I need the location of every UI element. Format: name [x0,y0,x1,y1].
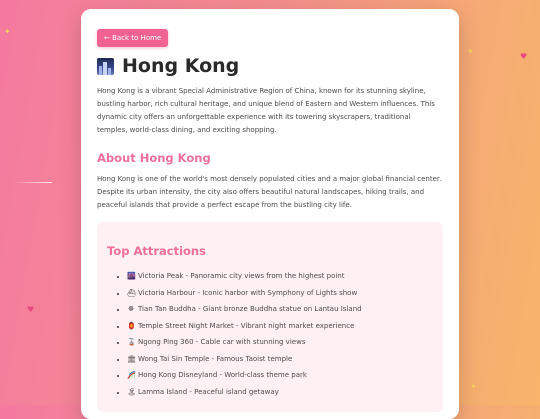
cityscape-icon: 🌆 [127,272,136,280]
about-heading: About Hong Kong [97,151,211,165]
attraction-text: Hong Kong Disneyland - World-class theme park [138,371,307,379]
list-item [127,351,433,368]
attraction-text: Victoria Peak - Panoramic city views from the highest point [138,272,345,280]
ferry-icon: ⛴ [127,288,136,297]
lantern-icon: 🏮 [127,321,136,330]
star-icon: ✦ [467,47,474,56]
list-item [127,285,433,302]
page-title: Hong Kong [122,55,240,77]
attraction-text: Temple Street Night Market - Vibrant night market experience [138,321,355,330]
star-icon: ✦ [4,27,11,36]
intro-text: Hong Kong is a vibrant Special Administrative Region of China, known for its stunning skyline, bustling harbor, rich cultural heritage, and unique blend of Eastern and Western influences. This dynamic city offers an unforgettable experience with its towering skyscrapers, traditional temples, world-class dining, and exciting shopping. [97,87,435,134]
attraction-text: Lamma Island - Peaceful island getaway [138,387,279,396]
attractions-heading: Top Attractions [107,244,206,258]
attraction-text: Wong Tai Sin Temple - Famous Taoist temple [138,354,293,363]
list-item [127,367,433,384]
roller-coaster-icon: 🎢 [127,371,136,379]
attractions-list [107,268,433,400]
island-icon: 🏝 [127,387,136,396]
light-streak [12,182,52,183]
attraction-text: Victoria Harbour - Iconic harbor with Symphony of Lights show [138,288,358,297]
attractions-section [97,222,443,412]
attraction-text: Tian Tan Buddha - Giant bronze Buddha statue on Lantau Island [138,305,362,313]
list-item [127,318,433,335]
buddha-icon: ☸ [127,305,135,313]
star-icon: ✦ [470,382,477,391]
list-item [127,334,433,351]
cable-car-icon: 🚡 [127,338,136,346]
list-item [127,384,433,401]
title-row [97,55,443,77]
attraction-text: Ngong Ping 360 - Cable car with stunning views [138,338,306,346]
about-text: Hong Kong is one of the world's most densely populated cities and a major global financial center. Despite its urban intensity, the city also offers beautiful natural landscapes, hiking trails, and peaceful islands that provide a perfect escape from the bustling city life. [97,175,442,209]
back-to-home-button[interactable]: ← Back to Home [97,29,168,47]
heart-icon: ♥ [27,305,35,314]
temple-icon: 🏛 [127,354,136,363]
list-item [127,268,433,285]
cityscape-icon [97,58,114,75]
heart-icon: ♥ [520,52,528,61]
list-item [127,301,433,318]
content-card [81,9,459,419]
